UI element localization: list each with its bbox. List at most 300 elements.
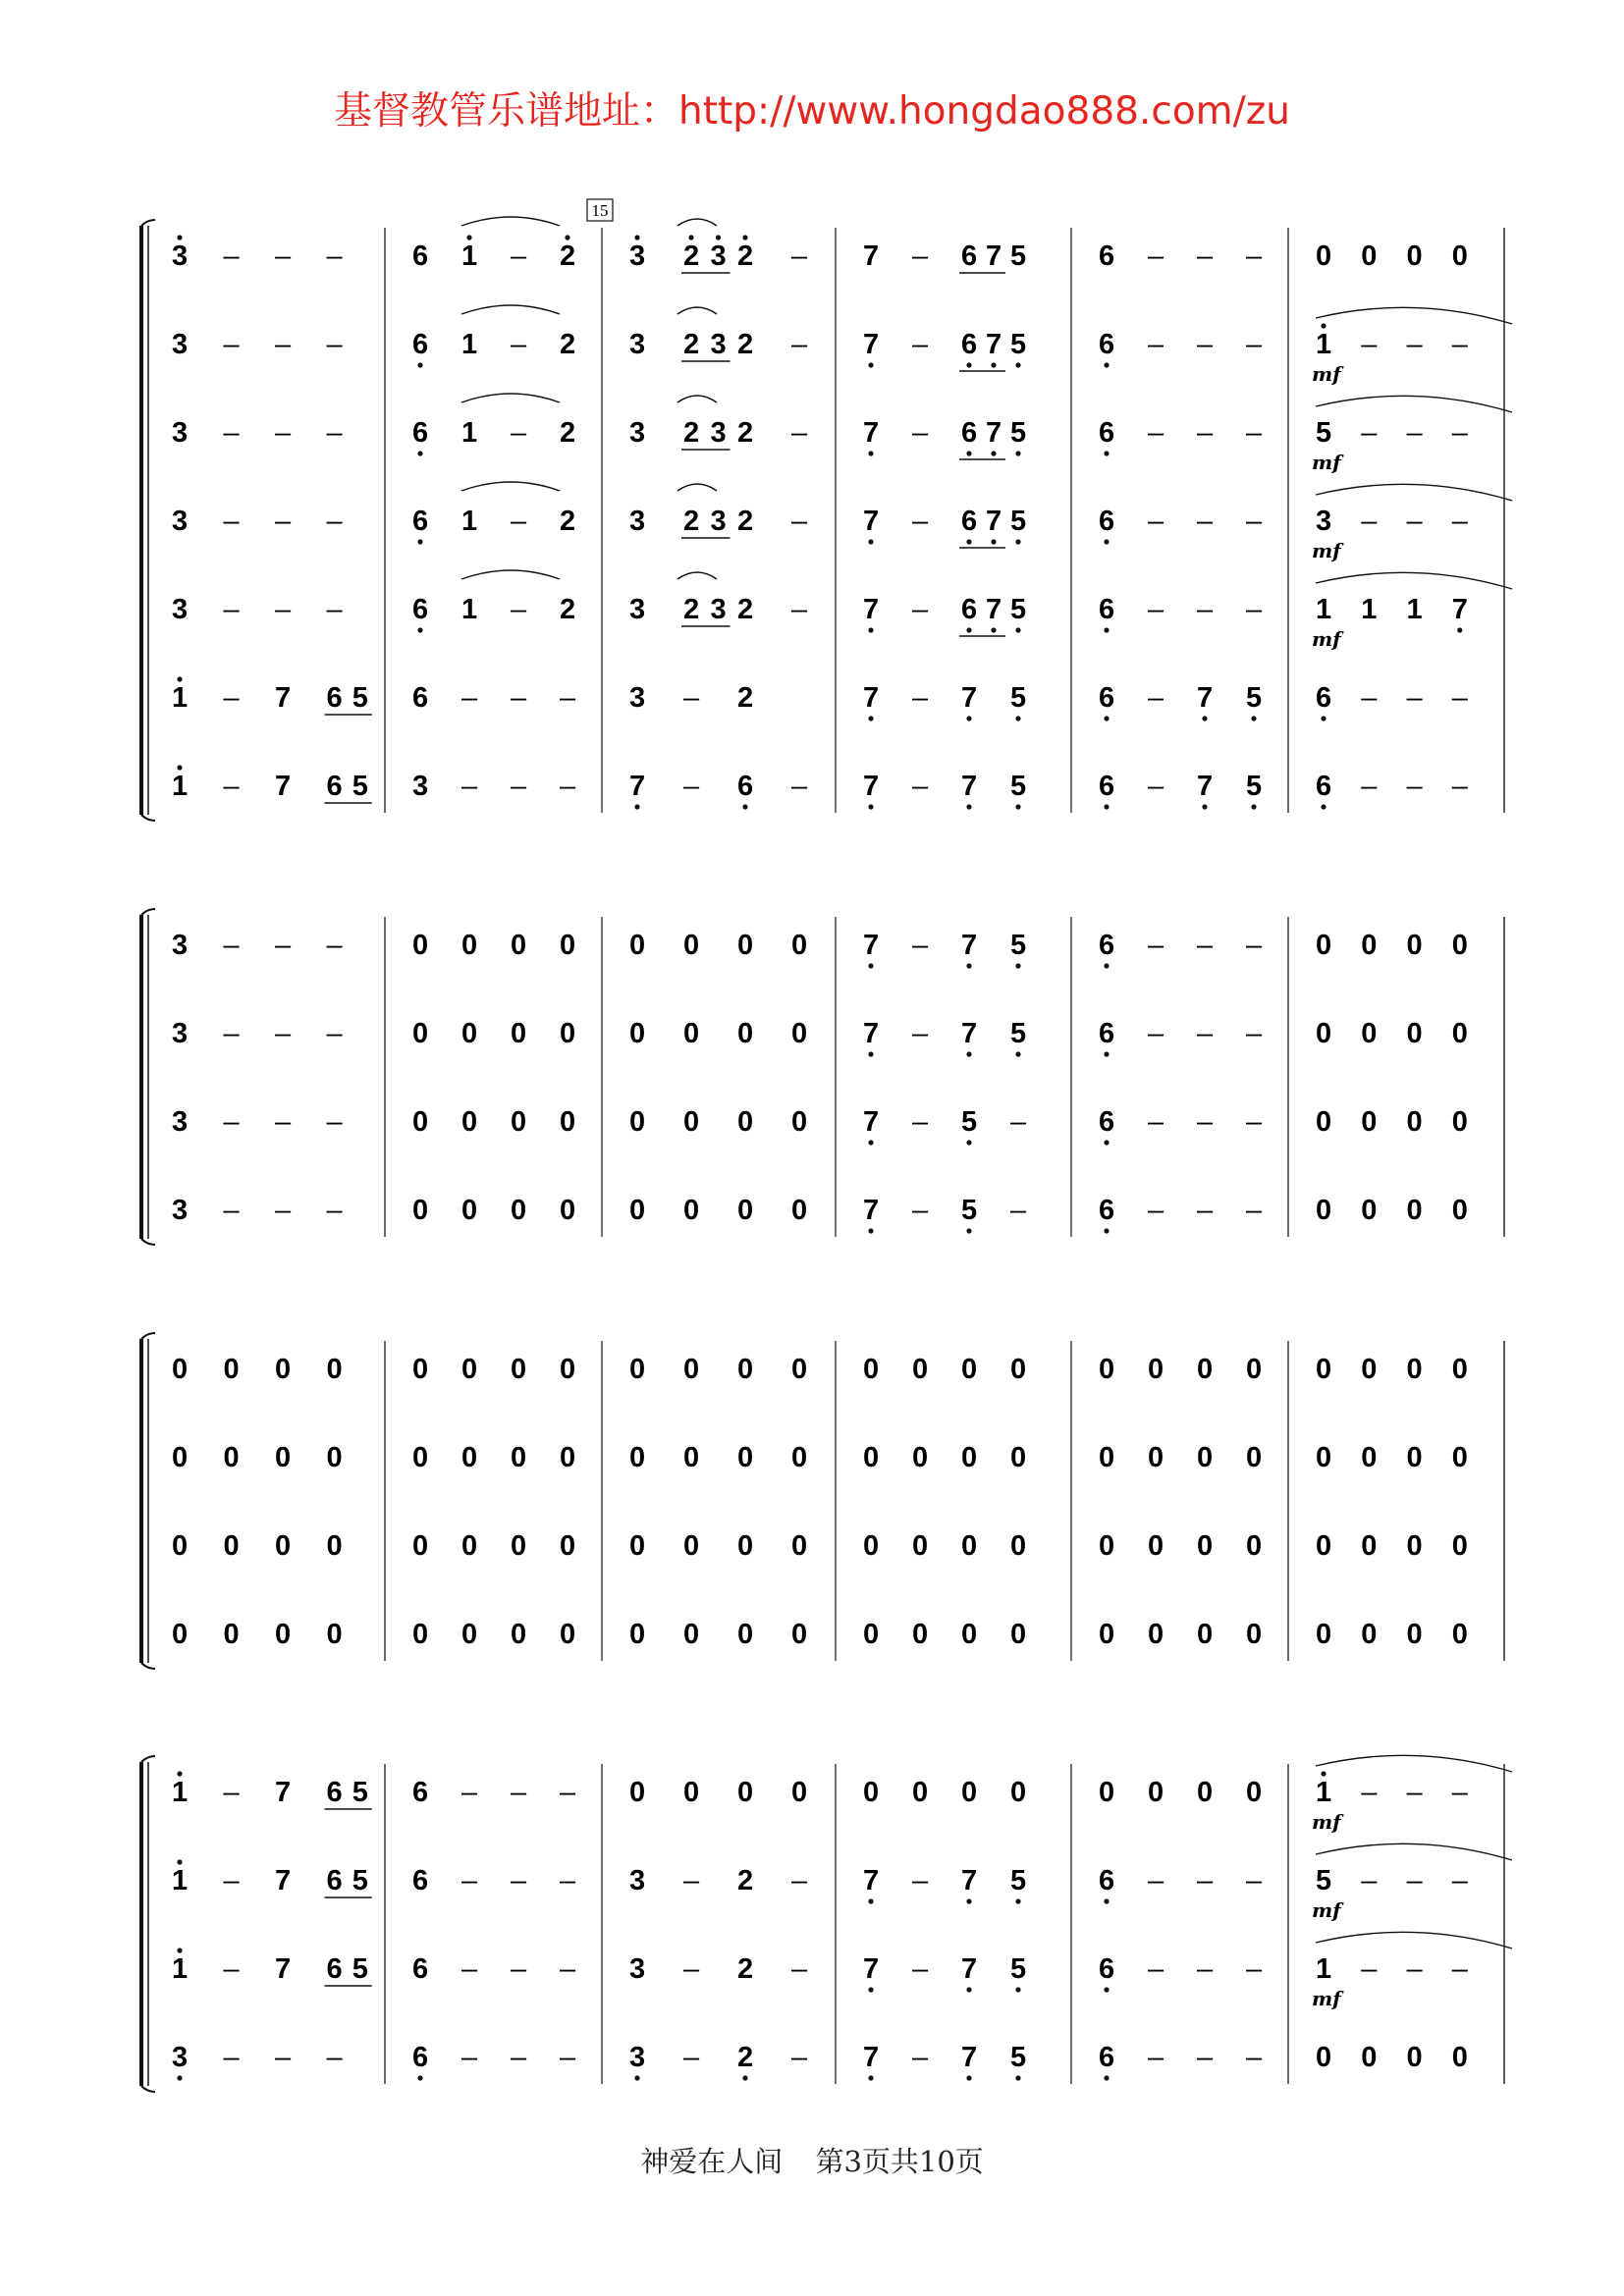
- octave-dot-low: [966, 1228, 971, 1233]
- note: 2: [683, 594, 700, 625]
- note: 0: [326, 1354, 343, 1385]
- note: 0: [791, 1106, 808, 1138]
- bracket-hook: [141, 1239, 155, 1245]
- dynamic-mf: mf: [1312, 362, 1341, 386]
- octave-dot-low: [966, 539, 971, 544]
- bracket-hook: [141, 2086, 155, 2092]
- slur: [1316, 572, 1512, 589]
- duration-dash: –: [683, 1953, 700, 1985]
- note: 0: [560, 1018, 576, 1049]
- note: 1: [1406, 594, 1423, 625]
- note: 1: [461, 329, 478, 360]
- duration-dash: –: [1148, 1106, 1164, 1138]
- note: 0: [461, 1619, 478, 1650]
- duration-dash: –: [223, 1953, 240, 1985]
- note: 7: [961, 1018, 978, 1049]
- duration-dash: –: [1451, 329, 1468, 360]
- duration-dash: –: [1246, 240, 1263, 272]
- note: 2: [737, 2042, 754, 2073]
- note: 2: [737, 1953, 754, 1985]
- note: 7: [961, 1865, 978, 1896]
- slur-placeholder: [1316, 219, 1512, 236]
- note: 2: [737, 594, 754, 625]
- duration-dash: –: [560, 1953, 576, 1985]
- octave-dot-high: [1321, 1771, 1326, 1776]
- duration-dash: –: [1451, 506, 1468, 537]
- duration-dash: –: [511, 506, 527, 537]
- slur: [461, 217, 560, 226]
- dynamic-mf: mf: [1312, 451, 1341, 474]
- octave-dot-low: [177, 2075, 182, 2080]
- note: 0: [560, 1354, 576, 1385]
- note: 0: [683, 1777, 700, 1808]
- note: 0: [1361, 240, 1378, 272]
- duration-dash: –: [1361, 1777, 1378, 1808]
- octave-dot-low: [1015, 1898, 1020, 1903]
- slur: [677, 219, 717, 226]
- note: 0: [1451, 930, 1468, 961]
- note: 3: [629, 329, 646, 360]
- duration-dash: –: [223, 594, 240, 625]
- duration-dash: –: [912, 594, 929, 625]
- note: 7: [863, 771, 880, 802]
- octave-dot-high: [466, 235, 471, 240]
- octave-dot-low: [1321, 804, 1326, 809]
- note: 0: [912, 1442, 929, 1473]
- duration-dash: –: [223, 417, 240, 449]
- footer-page-number: 第3页共10页: [815, 2145, 984, 2178]
- note: 3: [710, 506, 727, 537]
- duration-dash: –: [326, 594, 343, 625]
- duration-dash: –: [1361, 771, 1378, 802]
- note: 0: [1316, 2042, 1332, 2073]
- note: 0: [791, 1354, 808, 1385]
- duration-dash: –: [683, 1865, 700, 1896]
- note: 0: [1099, 1619, 1115, 1650]
- note: 0: [629, 1195, 646, 1226]
- note: 0: [1406, 2042, 1423, 2073]
- note: 3: [172, 1018, 189, 1049]
- dynamic-mf: mf: [1312, 1810, 1341, 1834]
- duration-dash: –: [1246, 2042, 1263, 2073]
- note: 1: [1316, 1953, 1332, 1985]
- note: 0: [791, 930, 808, 961]
- note: 7: [275, 1777, 292, 1808]
- duration-dash: –: [1451, 771, 1468, 802]
- duration-dash: –: [223, 1865, 240, 1896]
- duration-dash: –: [326, 417, 343, 449]
- note: 2: [737, 682, 754, 714]
- note: 0: [683, 930, 700, 961]
- note: 7: [863, 240, 880, 272]
- octave-dot-low: [991, 362, 996, 367]
- note: 6: [1099, 930, 1115, 961]
- note: 0: [412, 1106, 429, 1138]
- duration-dash: –: [223, 1106, 240, 1138]
- note: 6: [1099, 1018, 1115, 1049]
- note: 0: [1316, 1619, 1332, 1650]
- duration-dash: –: [1148, 2042, 1164, 2073]
- duration-dash: –: [791, 771, 808, 802]
- duration-dash: –: [1197, 1953, 1214, 1985]
- octave-dot-low: [417, 539, 422, 544]
- note: 6: [1099, 1865, 1115, 1896]
- note: 0: [737, 1442, 754, 1473]
- note: 0: [737, 930, 754, 961]
- note: 5: [1010, 417, 1027, 449]
- note: 0: [1246, 1619, 1263, 1650]
- octave-dot-low: [1015, 362, 1020, 367]
- note: 6: [1099, 417, 1115, 449]
- duration-dash: –: [1361, 417, 1378, 449]
- note: 0: [461, 1530, 478, 1562]
- duration-dash: –: [1197, 329, 1214, 360]
- note: 2: [737, 329, 754, 360]
- note: 1: [172, 1865, 189, 1896]
- duration-dash: –: [326, 1106, 343, 1138]
- octave-dot-low: [966, 804, 971, 809]
- note: 3: [629, 2042, 646, 2073]
- note: 6: [412, 1777, 429, 1808]
- note: 5: [1010, 506, 1027, 537]
- note: 0: [629, 1106, 646, 1138]
- note: 0: [683, 1106, 700, 1138]
- duration-dash: –: [275, 1106, 292, 1138]
- octave-dot-low: [991, 539, 996, 544]
- slur: [677, 572, 717, 579]
- staff-system: [141, 217, 1512, 821]
- note: 6: [1099, 1195, 1115, 1226]
- note: 0: [791, 1777, 808, 1808]
- note: 5: [1316, 1865, 1332, 1896]
- note: 0: [223, 1619, 240, 1650]
- note: 7: [986, 506, 1002, 537]
- octave-dot-low: [966, 1140, 971, 1145]
- note: 2: [683, 329, 700, 360]
- note: 0: [1361, 1354, 1378, 1385]
- note: 7: [1197, 771, 1214, 802]
- note: 7: [275, 771, 292, 802]
- octave-dot-low: [417, 451, 422, 455]
- note: 6: [961, 329, 978, 360]
- duration-dash: –: [683, 682, 700, 714]
- duration-dash: –: [1406, 1777, 1423, 1808]
- note: 0: [683, 1442, 700, 1473]
- duration-dash: –: [461, 2042, 478, 2073]
- note: 6: [737, 771, 754, 802]
- duration-dash: –: [791, 594, 808, 625]
- note: 6: [326, 771, 343, 802]
- note: 1: [461, 594, 478, 625]
- duration-dash: –: [461, 682, 478, 714]
- duration-dash: –: [511, 240, 527, 272]
- note: 0: [1451, 1530, 1468, 1562]
- note: 0: [737, 1106, 754, 1138]
- note: 2: [737, 1865, 754, 1896]
- note: 0: [737, 1018, 754, 1049]
- note: 0: [1406, 930, 1423, 961]
- duration-dash: –: [223, 1777, 240, 1808]
- note: 3: [172, 506, 189, 537]
- duration-dash: –: [912, 506, 929, 537]
- note: 0: [683, 1354, 700, 1385]
- note: 2: [560, 329, 576, 360]
- note: 0: [961, 1530, 978, 1562]
- note: 0: [461, 1195, 478, 1226]
- note: 3: [1316, 506, 1332, 537]
- note: 0: [629, 1018, 646, 1049]
- note: 1: [461, 417, 478, 449]
- note: 7: [863, 1953, 880, 1985]
- octave-dot-low: [1104, 627, 1109, 632]
- octave-dot-low: [1015, 804, 1020, 809]
- note: 0: [560, 1530, 576, 1562]
- octave-dot-high: [177, 676, 182, 681]
- note: 2: [560, 506, 576, 537]
- note: 3: [629, 682, 646, 714]
- note: 1: [172, 771, 189, 802]
- note: 0: [326, 1530, 343, 1562]
- duration-dash: –: [1246, 1018, 1263, 1049]
- note: 0: [791, 1619, 808, 1650]
- note: 6: [412, 1865, 429, 1896]
- duration-dash: –: [275, 594, 292, 625]
- note: 0: [1316, 240, 1332, 272]
- note: 0: [629, 1619, 646, 1650]
- octave-dot-low: [966, 362, 971, 367]
- duration-dash: –: [1148, 417, 1164, 449]
- octave-dot-low: [868, 1987, 873, 1992]
- duration-dash: –: [1451, 417, 1468, 449]
- note: 0: [511, 1106, 527, 1138]
- octave-dot-low: [868, 1228, 873, 1233]
- octave-dot-low: [966, 2075, 971, 2080]
- duration-dash: –: [461, 771, 478, 802]
- note: 0: [560, 1619, 576, 1650]
- duration-dash: –: [275, 1195, 292, 1226]
- duration-dash: –: [511, 329, 527, 360]
- duration-dash: –: [1246, 594, 1263, 625]
- note: 0: [1099, 1777, 1115, 1808]
- note: 0: [1246, 1777, 1263, 1808]
- duration-dash: –: [1148, 329, 1164, 360]
- note: 7: [275, 682, 292, 714]
- slur: [461, 305, 560, 314]
- octave-dot-low: [1104, 1051, 1109, 1056]
- note: 0: [1316, 1106, 1332, 1138]
- slur: [1316, 396, 1512, 412]
- note: 0: [1406, 240, 1423, 272]
- octave-dot-low: [1104, 2075, 1109, 2080]
- octave-dot-low: [1015, 1051, 1020, 1056]
- note: 5: [352, 1953, 368, 1985]
- note: 0: [172, 1354, 189, 1385]
- note: 6: [961, 594, 978, 625]
- octave-dot-high: [177, 1948, 182, 1952]
- note: 1: [1316, 1777, 1332, 1808]
- duration-dash: –: [223, 240, 240, 272]
- octave-dot-low: [868, 2075, 873, 2080]
- note: 6: [1099, 1106, 1115, 1138]
- octave-dot-low: [966, 1051, 971, 1056]
- octave-dot-low: [1015, 539, 1020, 544]
- note: 5: [1010, 329, 1027, 360]
- duration-dash: –: [560, 682, 576, 714]
- dynamic-mf: mf: [1312, 1898, 1341, 1922]
- duration-dash: –: [223, 1018, 240, 1049]
- octave-dot-low: [868, 1051, 873, 1056]
- duration-dash: –: [275, 240, 292, 272]
- note: 6: [1316, 682, 1332, 714]
- octave-dot-low: [1457, 627, 1462, 632]
- octave-dot-low: [742, 804, 747, 809]
- slur: [1316, 484, 1512, 501]
- note: 0: [961, 1354, 978, 1385]
- octave-dot-low: [1015, 627, 1020, 632]
- octave-dot-low: [1104, 1898, 1109, 1903]
- note: 6: [1099, 329, 1115, 360]
- duration-dash: –: [791, 240, 808, 272]
- duration-dash: –: [511, 1865, 527, 1896]
- duration-dash: –: [1246, 1195, 1263, 1226]
- note: 3: [629, 240, 646, 272]
- duration-dash: –: [1197, 1106, 1214, 1138]
- note: 0: [863, 1619, 880, 1650]
- note: 0: [1099, 1442, 1115, 1473]
- duration-dash: –: [511, 1953, 527, 1985]
- note: 3: [629, 506, 646, 537]
- note: 5: [1246, 771, 1263, 802]
- note: 3: [172, 1106, 189, 1138]
- octave-dot-low: [966, 1987, 971, 1992]
- note: 0: [511, 930, 527, 961]
- note: 6: [1099, 2042, 1115, 2073]
- note: 0: [1316, 1354, 1332, 1385]
- note: 7: [986, 417, 1002, 449]
- note: 0: [1451, 2042, 1468, 2073]
- duration-dash: –: [275, 2042, 292, 2073]
- note: 0: [223, 1530, 240, 1562]
- note: 0: [683, 1530, 700, 1562]
- note: 0: [863, 1777, 880, 1808]
- note: 0: [172, 1530, 189, 1562]
- note: 3: [629, 1953, 646, 1985]
- octave-dot-low: [1104, 804, 1109, 809]
- octave-dot-low: [1104, 1228, 1109, 1233]
- octave-dot-high: [742, 235, 747, 240]
- duration-dash: –: [1148, 594, 1164, 625]
- note: 0: [1010, 1354, 1027, 1385]
- note: 3: [172, 1195, 189, 1226]
- octave-dot-low: [1202, 804, 1207, 809]
- note: 6: [961, 240, 978, 272]
- note: 0: [1361, 1442, 1378, 1473]
- note: 5: [352, 1777, 368, 1808]
- duration-dash: –: [1361, 329, 1378, 360]
- note: 2: [560, 594, 576, 625]
- note: 0: [737, 1777, 754, 1808]
- note: 6: [412, 682, 429, 714]
- duration-dash: –: [1406, 1953, 1423, 1985]
- duration-dash: –: [1361, 682, 1378, 714]
- note: 0: [461, 930, 478, 961]
- duration-dash: –: [1451, 1777, 1468, 1808]
- note: 5: [1010, 1865, 1027, 1896]
- duration-dash: –: [1361, 1953, 1378, 1985]
- note: 0: [1010, 1530, 1027, 1562]
- dynamic-mf: mf: [1312, 1987, 1341, 2010]
- note: 0: [1148, 1530, 1164, 1562]
- duration-dash: –: [1197, 2042, 1214, 2073]
- duration-dash: –: [511, 1777, 527, 1808]
- note: 0: [1316, 1018, 1332, 1049]
- note: 0: [412, 1354, 429, 1385]
- note: 0: [1316, 1195, 1332, 1226]
- note: 0: [1246, 1530, 1263, 1562]
- duration-dash: –: [560, 771, 576, 802]
- bracket-hook: [141, 815, 155, 821]
- note: 6: [326, 1777, 343, 1808]
- note: 0: [326, 1442, 343, 1473]
- note: 0: [961, 1777, 978, 1808]
- duration-dash: –: [912, 771, 929, 802]
- duration-dash: –: [511, 594, 527, 625]
- slur: [461, 570, 560, 579]
- duration-dash: –: [1406, 329, 1423, 360]
- note: 0: [1099, 1354, 1115, 1385]
- note: 0: [737, 1354, 754, 1385]
- note: 0: [737, 1619, 754, 1650]
- note: 0: [737, 1195, 754, 1226]
- duration-dash: –: [1406, 771, 1423, 802]
- note: 1: [1316, 329, 1332, 360]
- note: 0: [683, 1195, 700, 1226]
- note: 0: [1148, 1442, 1164, 1473]
- note: 6: [1316, 771, 1332, 802]
- note: 0: [1148, 1619, 1164, 1650]
- duration-dash: –: [1406, 1865, 1423, 1896]
- note: 2: [683, 417, 700, 449]
- octave-dot-high: [688, 235, 693, 240]
- duration-dash: –: [1197, 506, 1214, 537]
- duration-dash: –: [791, 2042, 808, 2073]
- octave-dot-low: [742, 2075, 747, 2080]
- note: 3: [412, 771, 429, 802]
- note: 0: [275, 1619, 292, 1650]
- note: 0: [1316, 1442, 1332, 1473]
- duration-dash: –: [511, 2042, 527, 2073]
- duration-dash: –: [912, 1018, 929, 1049]
- note: 7: [961, 771, 978, 802]
- note: 0: [412, 1442, 429, 1473]
- octave-dot-high: [177, 765, 182, 770]
- note: 0: [791, 1195, 808, 1226]
- duration-dash: –: [461, 1953, 478, 1985]
- duration-dash: –: [275, 506, 292, 537]
- staff-system: [141, 1333, 1504, 1669]
- note: 1: [172, 1953, 189, 1985]
- note: 7: [1197, 682, 1214, 714]
- duration-dash: –: [511, 771, 527, 802]
- note: 0: [1451, 1018, 1468, 1049]
- note: 0: [1148, 1354, 1164, 1385]
- note: 0: [223, 1442, 240, 1473]
- duration-dash: –: [791, 506, 808, 537]
- note: 0: [461, 1106, 478, 1138]
- octave-dot-low: [868, 804, 873, 809]
- note: 3: [629, 417, 646, 449]
- octave-dot-low: [1015, 451, 1020, 455]
